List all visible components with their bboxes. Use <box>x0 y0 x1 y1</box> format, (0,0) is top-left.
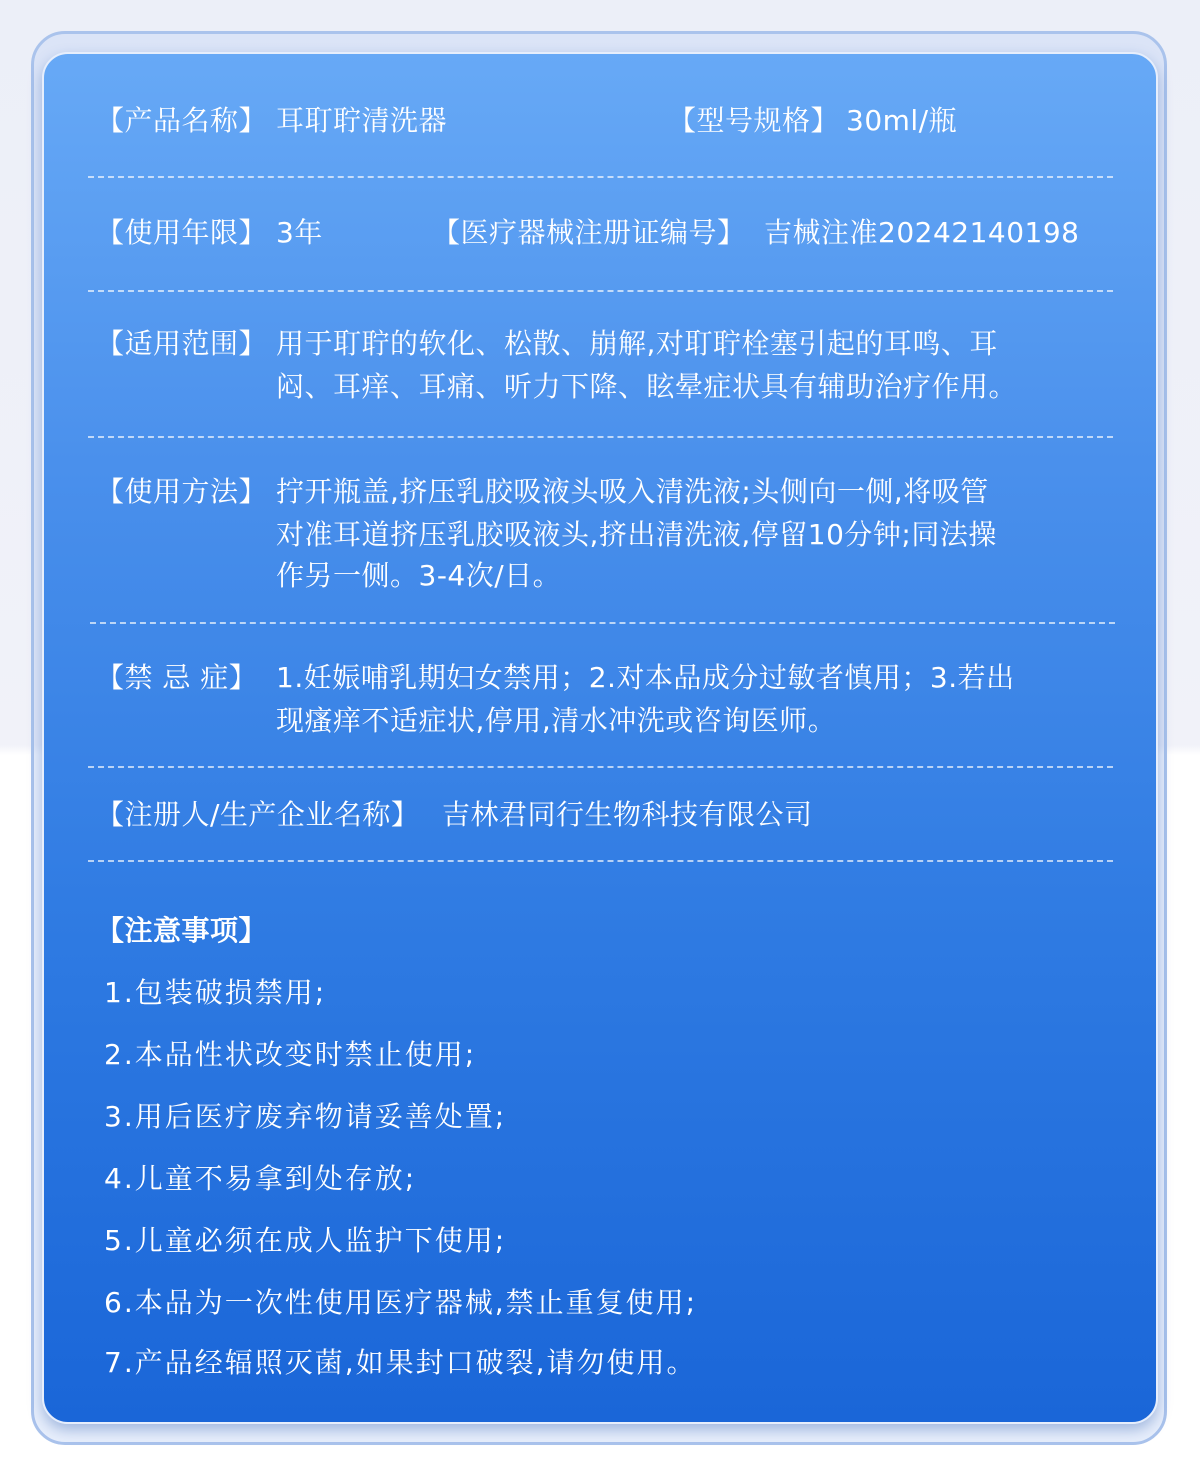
contraindication-line: 1.妊娠哺乳期妇女禁用；2.对本品成分过敏者慎用；3.若出 <box>276 661 1015 694</box>
notes-item: 3.用后医疗废弃物请妥善处置; <box>104 1100 507 1133</box>
lifetime-label: 【使用年限】 <box>96 216 268 249</box>
divider <box>88 436 1113 438</box>
usage-label: 【使用方法】 <box>96 475 268 508</box>
usage-line: 对准耳道挤压乳胶吸液头,挤出清洗液,停留10分钟;同法操 <box>276 518 997 551</box>
contraindication-line: 现瘙痒不适症状,停用,清水冲洗或咨询医师。 <box>276 704 837 737</box>
product-name-value: 耳耵聍清洗器 <box>276 104 448 137</box>
registration-value: 吉械注准20242140198 <box>764 216 1080 249</box>
notes-item: 6.本品为一次性使用医疗器械,禁止重复使用; <box>104 1286 698 1319</box>
model-label: 【型号规格】 <box>668 104 840 137</box>
scope-label: 【适用范围】 <box>96 327 268 360</box>
contraindication-label: 【禁 忌 症】 <box>96 661 258 694</box>
divider <box>90 622 1115 624</box>
notes-item: 7.产品经辐照灭菌,如果封口破裂,请勿使用。 <box>104 1346 697 1379</box>
usage-line: 拧开瓶盖,挤压乳胶吸液头吸入清洗液;头侧向一侧,将吸管 <box>276 475 989 508</box>
divider <box>88 290 1113 292</box>
scope-line: 用于耵聍的软化、松散、崩解,对耵聍栓塞引起的耳鸣、耳 <box>276 327 998 360</box>
registrant-label: 【注册人/生产企业名称】 <box>96 798 420 831</box>
scope-line: 闷、耳痒、耳痛、听力下降、眩晕症状具有辅助治疗作用。 <box>276 370 1018 403</box>
notes-item: 2.本品性状改变时禁止使用; <box>104 1038 477 1071</box>
notes-item: 5.儿童必须在成人监护下使用; <box>104 1224 507 1257</box>
notes-item: 1.包装破损禁用; <box>104 976 327 1009</box>
divider <box>88 860 1113 862</box>
notes-title: 【注意事项】 <box>96 914 268 947</box>
lifetime-value: 3年 <box>276 216 323 249</box>
divider <box>88 766 1113 768</box>
registration-label: 【医疗器械注册证编号】 <box>432 216 746 249</box>
registrant-value: 吉林君同行生物科技有限公司 <box>442 798 813 831</box>
model-value: 30ml/瓶 <box>846 104 958 137</box>
usage-line: 作另一侧。3-4次/日。 <box>276 559 562 592</box>
notes-item: 4.儿童不易拿到处存放; <box>104 1162 417 1195</box>
product-name-label: 【产品名称】 <box>96 104 268 137</box>
divider <box>88 176 1113 178</box>
